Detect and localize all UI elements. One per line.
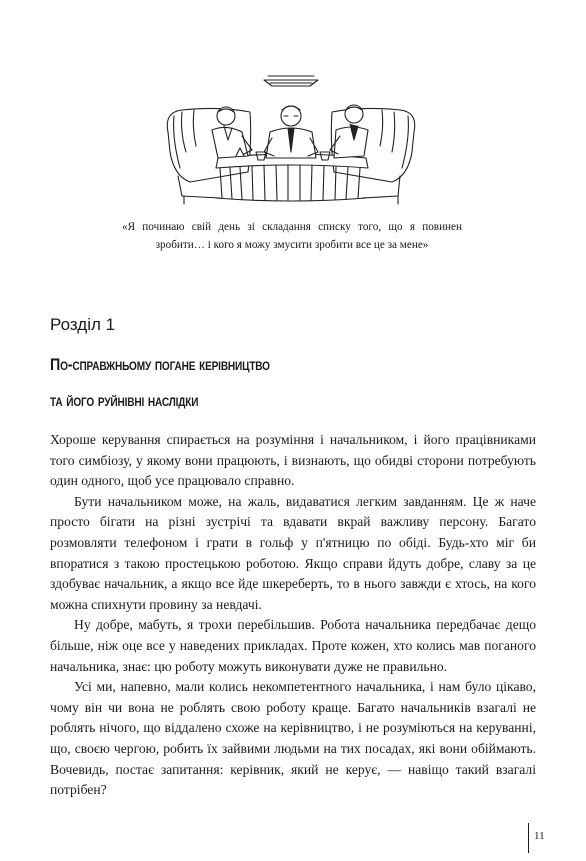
paragraph: Хороше керування спирається на розуміння і начальником, і його працівниками того симбіозу, у якому вони працюють, і визнають, що обидві сторони потребують один одного, щоб усе працювало справно. xyxy=(50,432,536,489)
paragraph: Бути начальником може, на жаль, видаватися легким завданням. Це ж наче просто бігати на різні зустрічі та вдавати вкрай важливу персону. Багато розмовляти телефоном і грати в гольф у п'ятницю по обіді. Будь-хто міг би впоратися з такою простецькою роботою. Якщо справи йдуть добре, славу за це здобуває начальник, а якщо все йде шкереберть, то в нього завжди є хтось, на кого можна спихнути провину за невдачі. xyxy=(50,493,536,612)
chapter-title xyxy=(50,347,470,419)
chapter-label: Розділ 1 xyxy=(50,315,116,334)
chapter-title-line-1: По-справжньому погане керівництво xyxy=(50,355,270,374)
illustration-caption: «Я починаю свій день зі складання списку того, що я повинен зробити… і кого я можу змусити зробити все це за мене» xyxy=(122,221,462,251)
cartoon-three-men-at-table-icon xyxy=(160,72,422,212)
page-number: 11 xyxy=(534,830,545,842)
body-text xyxy=(50,430,536,801)
paragraph: Усі ми, напевно, мали колись некомпетентного начальника, і нам було цікаво, чому він чи вона не роблять свою роботу краще. Багато начальників взагалі не роблять нічого, що віддалено схоже на керівництво, і не розуміються на керуванні, що, своєю чергою, робить їх зайвими людьми на тих посадах, які вони обіймають. Вочевидь, постає запитання: керівник, який не керує, — навіщо такий взагалі потрібен? xyxy=(50,679,536,798)
chapter-title-line-2: та його руйнівні наслідки xyxy=(50,391,199,410)
paragraph: Ну добре, мабуть, я трохи перебільшив. Робота начальника передбачає дещо більше, ніж оце все у наведених прикладах. Проте кожен, хто колись мав поганого начальника, знає: цю роботу можуть виконувати дуже не правильно. xyxy=(50,617,536,674)
page-number-rule xyxy=(528,823,529,853)
